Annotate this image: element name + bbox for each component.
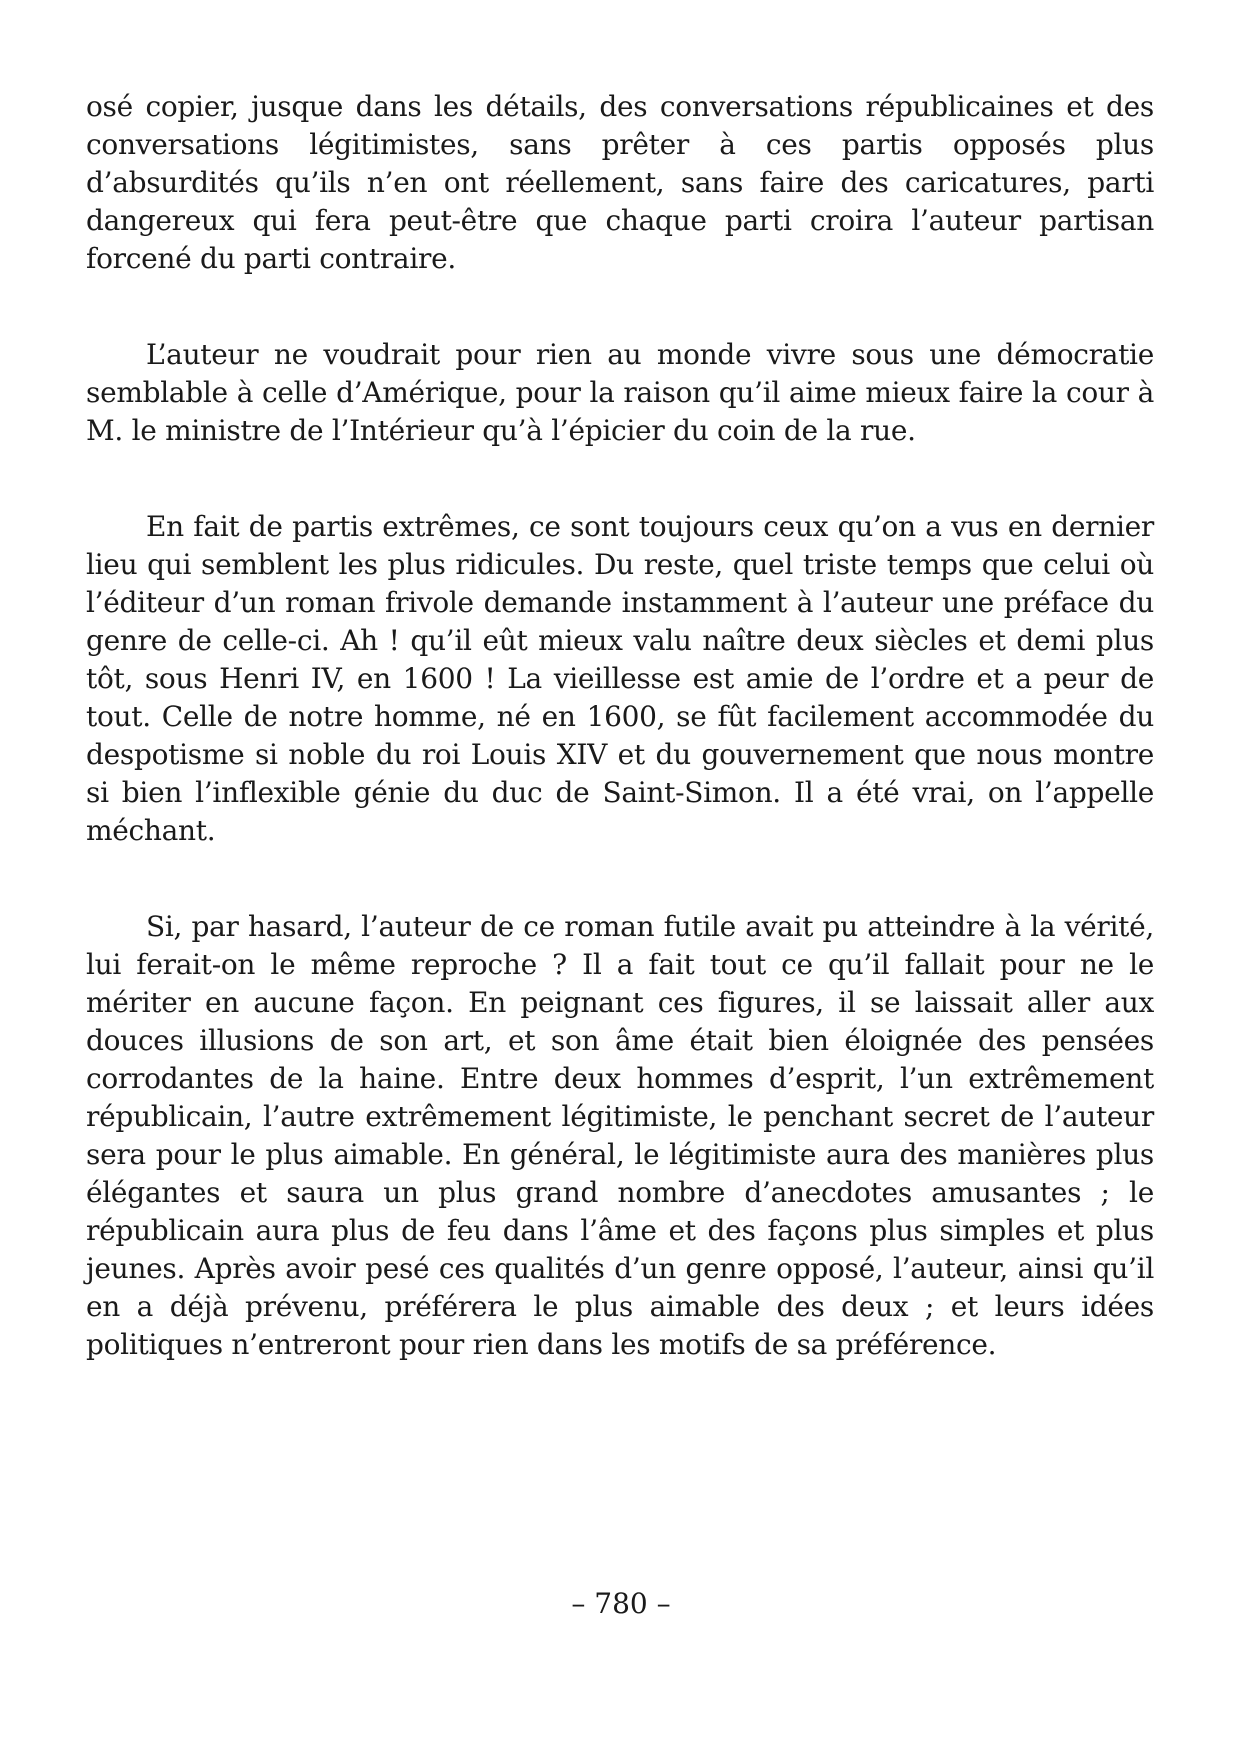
page-body (86, 88, 1154, 1364)
page-number: – 780 – (571, 1587, 671, 1620)
paragraph-democracy: L’auteur ne voudrait pour rien au monde vivre sous une démocratie semblable à celle d’Amérique, pour la raison qu’il aime mieux faire la cour à M. le ministre de l’Intérieur qu’à l’épicier du coin de la rue. (86, 338, 1154, 447)
paragraph-author-preference: Si, par hasard, l’auteur de ce roman futile avait pu atteindre à la vérité, lui ferait-on le même reproche ? Il a fait tout ce qu’il fallait pour ne le mériter en aucune façon. En peignant ces figures, il se laissait aller aux douces illusions de son art, et son âme était bien éloignée des pensées corrodantes de la haine. Entre deux hommes d’esprit, l’un extrêmement républicain, l’autre extrêmement légitimiste, le penchant secret de l’auteur sera pour le plus aimable. En général, le légitimiste aura des manières plus élégantes et saura un plus grand nombre d’anecdotes amusantes ; le républicain aura plus de feu dans l’âme et des façons plus simples et plus jeunes. Après avoir pesé ces qualités d’un genre opposé, l’auteur, ainsi qu’il en a déjà prévenu, préférera le plus aimable des deux ; et leurs idées politiques n’entreront pour rien dans les motifs de sa préférence. (86, 910, 1154, 1361)
paragraph-continued: osé copier, jusque dans les détails, des conversations républicaines et des conversations légitimistes, sans prêter à ces partis opposés plus d’absurdités qu’ils n’en ont réellement, sans faire des caricatures, parti dangereux qui fera peut-être que chaque parti croira l’auteur partisan forcené du parti contraire. (86, 90, 1154, 275)
paragraph-extreme-parties: En fait de partis extrêmes, ce sont toujours ceux qu’on a vus en dernier lieu qui semblent les plus ridicules. Du reste, quel triste temps que celui où l’éditeur d’un roman frivole demande instamment à l’auteur une préface du genre de celle-ci. Ah ! qu’il eût mieux valu naître deux siècles et demi plus tôt, sous Henri IV, en 1600 ! La vieillesse est amie de l’ordre et a peur de tout. Celle de notre homme, né en 1600, se fût facilement accommodée du despotisme si noble du roi Louis XIV et du gouvernement que nous montre si bien l’inflexible génie du duc de Saint-Simon. Il a été vrai, on l’appelle méchant. (86, 510, 1154, 847)
